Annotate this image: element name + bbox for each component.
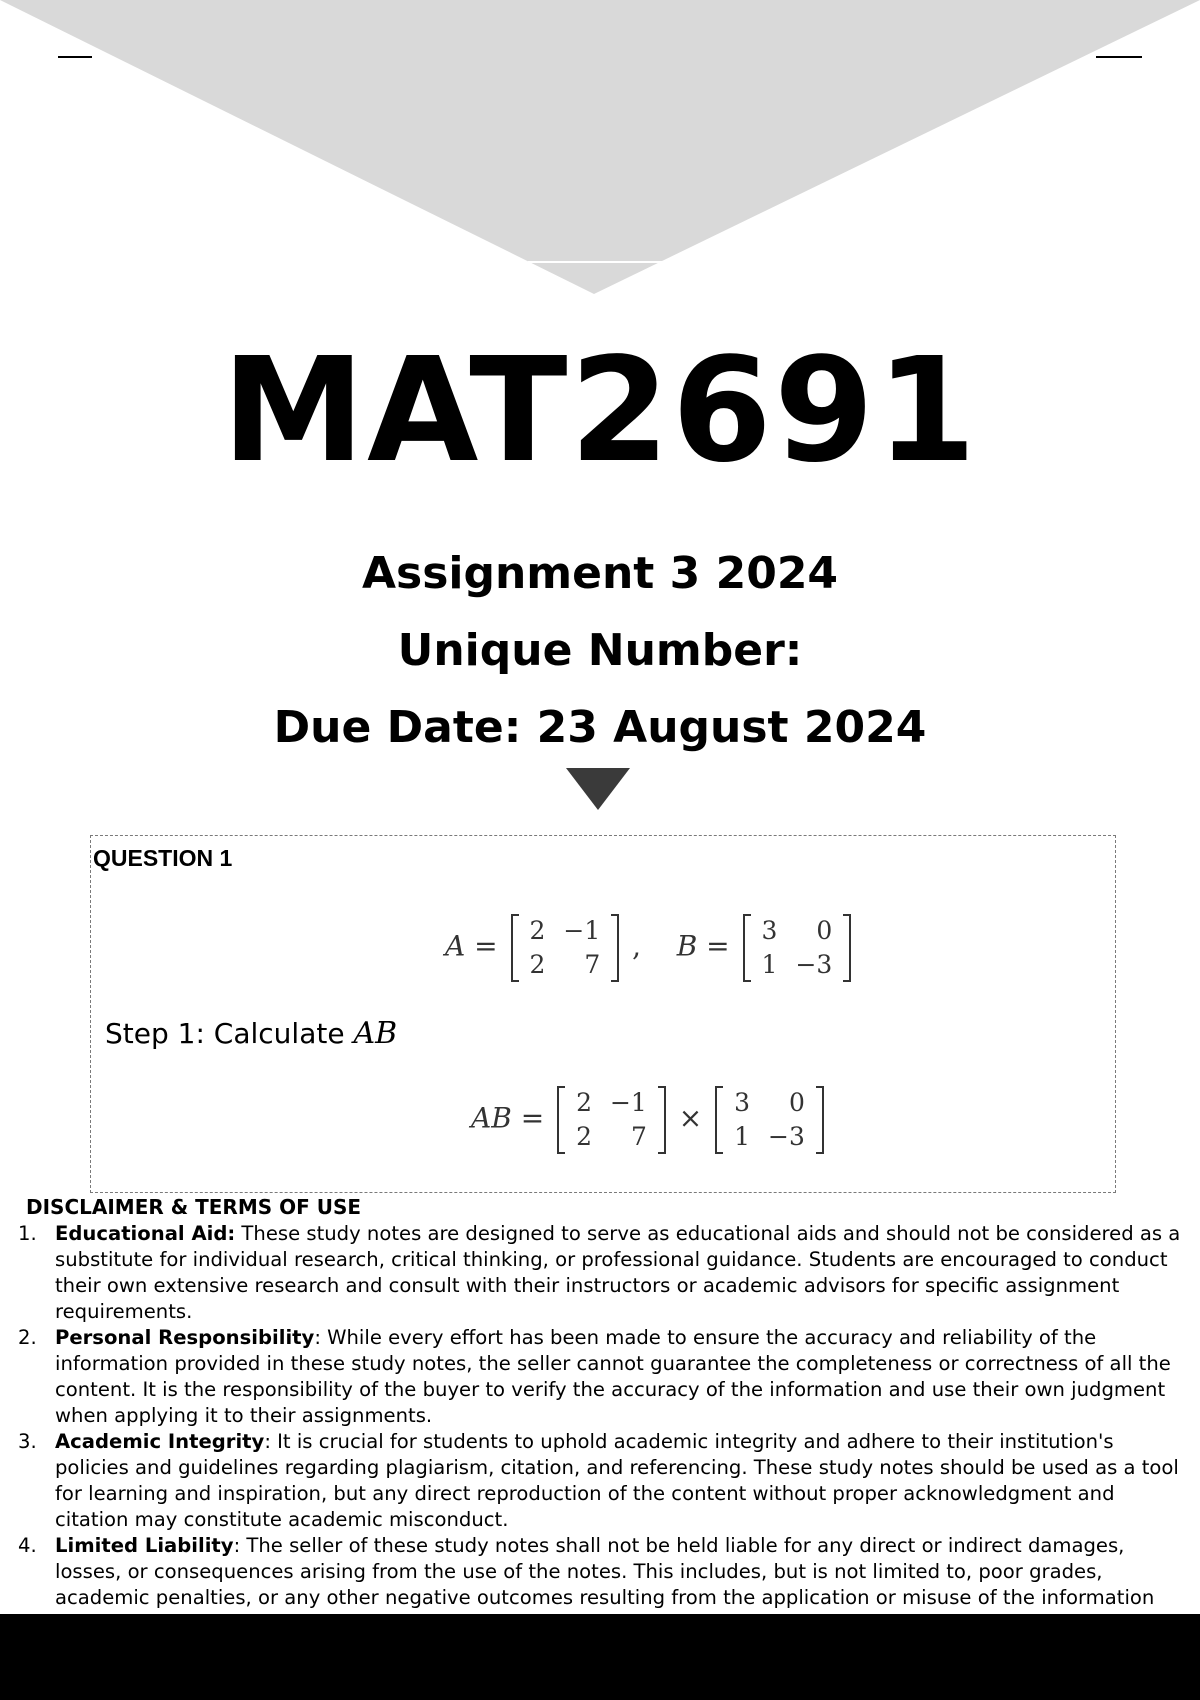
disclaimer-list — [18, 1221, 1190, 1611]
matrix-cell: −3 — [795, 950, 833, 979]
matrix-a-label: A = — [445, 929, 498, 963]
matrix-right-factor — [715, 1086, 824, 1154]
matrix-cell: 2 — [576, 1088, 592, 1117]
matrix-cell: 3 — [734, 1088, 751, 1117]
item-text: : It is crucial for students to uphold academic integrity and adhere to their institution's policies and guidelines regarding plagiarism, citation, and referencing. These study notes should be used as a tool for learning and inspiration, but any direct reproduction of the content without proper acknowledgment and citation may constitute academic misconduct. — [55, 1430, 1179, 1531]
list-item — [18, 1325, 1190, 1429]
item-heading: Academic Integrity — [55, 1430, 265, 1453]
matrix-cell: −1 — [563, 916, 601, 945]
matrix-b-label: B = — [676, 929, 730, 963]
product-equation — [471, 1086, 828, 1154]
list-number: 1. — [18, 1222, 37, 1245]
bottom-black-bar — [0, 1614, 1200, 1700]
list-number: 4. — [18, 1534, 37, 1557]
step-1-heading — [105, 1016, 397, 1051]
matrix-a — [511, 914, 620, 982]
list-item — [18, 1533, 1190, 1611]
matrix-left-factor — [557, 1086, 666, 1154]
question-title: QUESTION 1 — [93, 845, 233, 871]
step-variable: AB — [353, 1016, 398, 1051]
unique-number-label: Unique Number: — [397, 625, 803, 676]
question-box — [90, 835, 1116, 1193]
list-item — [18, 1221, 1190, 1325]
matrix-cell: 0 — [788, 1088, 805, 1117]
matrix-cell: 7 — [630, 1122, 647, 1151]
matrix-cell: 3 — [761, 916, 778, 945]
matrix-cell: 2 — [576, 1122, 592, 1151]
matrix-cell: 2 — [529, 950, 546, 979]
matrix-cell: 0 — [816, 916, 833, 945]
equation-separator: , — [632, 929, 642, 963]
matrix-cell: 1 — [761, 950, 778, 979]
item-heading: Limited Liability — [55, 1534, 234, 1557]
product-lhs: AB = — [471, 1101, 545, 1135]
list-number: 2. — [18, 1326, 37, 1349]
step-label: Step 1: Calculate — [105, 1017, 345, 1050]
top-chevron-decoration — [0, 0, 1200, 300]
assignment-title: Assignment 3 2024 — [361, 548, 839, 599]
item-text: : The seller of these study notes shall not be held liable for any direct or indirect damages, losses, or consequences arising from the use of the notes. This includes, but is not limited to, poor grades, academic penalties, or any other negative outcomes resulting from the application or misuse of the information — [55, 1534, 1155, 1609]
matrix-cell: 1 — [734, 1122, 751, 1151]
item-heading: Personal Responsibility — [55, 1326, 315, 1349]
item-text: : While every effort has been made to ensure the accuracy and reliability of the information provided in these study notes, the seller cannot guarantee the completeness or correctness of all the content. It is the responsibility of the buyer to verify the accuracy of the information and use their own judgment when applying it to their assignments. — [55, 1326, 1171, 1427]
times-symbol: × — [678, 1101, 703, 1135]
item-text: These study notes are designed to serve as educational aids and should not be considered as a substitute for individual research, critical thinking, or professional guidance. Students are encouraged to conduct their own extensive research and consult with their instructors or academic advisors for specific assignment requirements. — [55, 1222, 1181, 1323]
down-triangle-icon — [566, 768, 630, 810]
list-number: 3. — [18, 1430, 37, 1453]
matrix-cell: 2 — [529, 916, 546, 945]
matrix-cell: −3 — [768, 1122, 805, 1151]
matrix-cell: 7 — [584, 950, 601, 979]
item-heading: Educational Aid: — [55, 1222, 236, 1245]
matrix-b — [743, 914, 852, 982]
due-date: Due Date: 23 August 2024 — [273, 702, 927, 753]
matrix-cell: −1 — [609, 1088, 647, 1117]
course-code-title: MAT2691 — [221, 326, 979, 494]
list-item — [18, 1429, 1190, 1533]
disclaimer-title: DISCLAIMER & TERMS OF USE — [26, 1195, 362, 1219]
matrix-definition-equation — [445, 914, 855, 982]
